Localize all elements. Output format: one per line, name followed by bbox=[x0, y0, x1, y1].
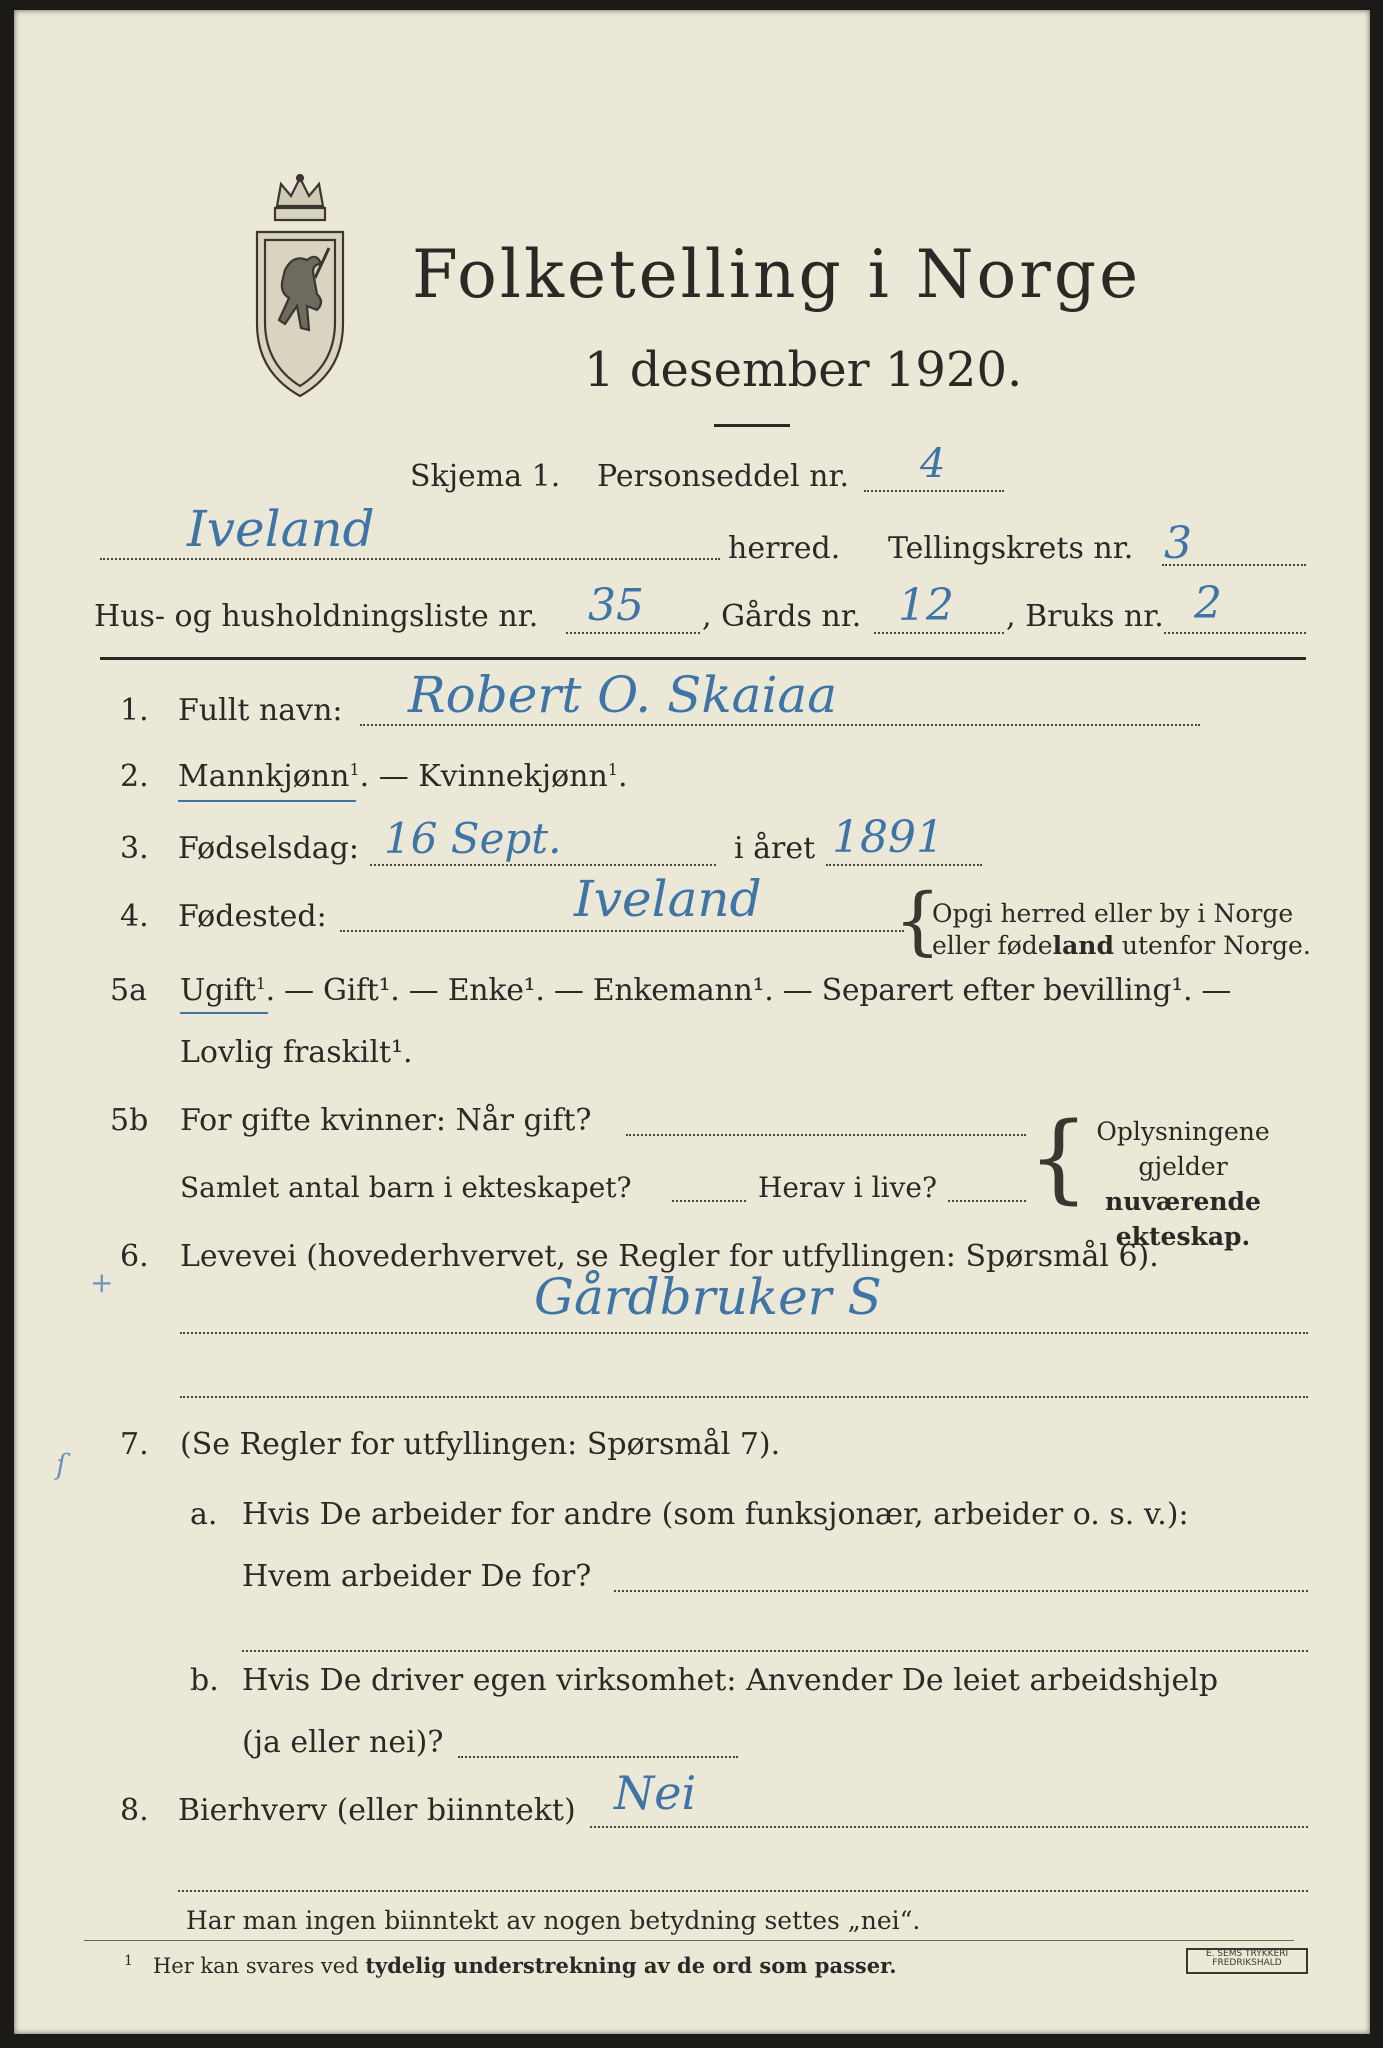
personseddel-dotted-line bbox=[864, 490, 1004, 492]
q5a-line2[interactable]: Lovlig fraskilt¹. bbox=[180, 1035, 413, 1070]
bruks-value: 2 bbox=[1194, 578, 1222, 629]
footnote-ref: 1 bbox=[607, 760, 618, 779]
q3-year-value: 1891 bbox=[832, 812, 944, 863]
q6-dotted-line-1 bbox=[180, 1332, 1308, 1334]
q7b-line2: (ja eller nei)? bbox=[242, 1725, 444, 1760]
q2-end: . bbox=[617, 759, 628, 794]
q8-dotted-line-1 bbox=[590, 1826, 1308, 1828]
q6-number: 6. bbox=[120, 1239, 149, 1274]
q5b-dotted-line-3 bbox=[948, 1200, 1026, 1202]
q4-note bbox=[932, 898, 1311, 962]
q3-year-dotted-line bbox=[826, 864, 982, 866]
printer-stamp: E. SEMS TRYKKERI FREDRIKSHALD bbox=[1186, 1948, 1308, 1974]
skjema-label: Skjema 1. bbox=[410, 459, 561, 494]
q3-birthday-value: 16 Sept. bbox=[384, 814, 562, 863]
form-title: Folketelling i Norge bbox=[412, 236, 1142, 313]
q4-note-line2c: utenfor Norge. bbox=[1113, 931, 1311, 960]
q5b-dotted-line-1 bbox=[626, 1134, 1026, 1136]
gards-label: , Gårds nr. bbox=[702, 599, 862, 634]
q5b-note-line2a: gjelder bbox=[1138, 1152, 1228, 1181]
q5a-ugift-underline bbox=[180, 1012, 268, 1014]
q7-label: (Se Regler for utfyllingen: Spørsmål 7). bbox=[180, 1427, 781, 1462]
bruks-label: , Bruks nr. bbox=[1006, 599, 1164, 634]
q6-label: Levevei (hovederhvervet, se Regler for utfyllingen: Spørsmål 6). bbox=[180, 1239, 1159, 1274]
footnote-text-a: Her kan svares ved bbox=[152, 1954, 366, 1978]
gards-value: 12 bbox=[898, 580, 954, 631]
q4-number: 4. bbox=[120, 899, 149, 934]
form-date: 1 desember 1920. bbox=[584, 342, 1023, 398]
q7a-letter: a. bbox=[190, 1497, 218, 1532]
q7b-dotted-line bbox=[458, 1756, 738, 1758]
personseddel-value: 4 bbox=[920, 441, 946, 487]
q4-note-line2b: land bbox=[1052, 931, 1114, 960]
hus-label: Hus- og husholdningsliste nr. bbox=[94, 599, 539, 634]
q3-year-label: i året bbox=[734, 831, 816, 866]
q2-number: 2. bbox=[120, 759, 149, 794]
q4-note-line2a: eller føde bbox=[932, 931, 1053, 960]
q7a-line2: Hvem arbeider De for? bbox=[242, 1559, 592, 1594]
q3-label: Fødselsdag: bbox=[178, 831, 359, 866]
q5a-option-ugift[interactable]: Ugift bbox=[180, 973, 256, 1008]
footnote-ref: 1 bbox=[349, 760, 360, 779]
margin-pencil-mark: ſ bbox=[56, 1448, 67, 1481]
footnote-marker: 1 bbox=[124, 1953, 133, 1969]
q5b-label: For gifte kvinner: Når gift? bbox=[180, 1103, 592, 1138]
q5a-options bbox=[180, 973, 1232, 1008]
q1-full-name-value: Robert O. Skaiaa bbox=[408, 666, 838, 724]
personseddel-label: Personseddel nr. bbox=[597, 459, 850, 494]
q3-dotted-line bbox=[370, 864, 716, 866]
norwegian-coat-of-arms-icon bbox=[245, 174, 355, 398]
title-divider bbox=[714, 424, 790, 427]
header-divider bbox=[100, 657, 1306, 660]
q2-option-male[interactable]: Mannkjønn bbox=[178, 759, 350, 794]
q6-occupation-value: Gårdbruker S bbox=[534, 1268, 882, 1326]
q3-number: 3. bbox=[120, 831, 149, 866]
q8-note: Har man ingen biinntekt av nogen betydning settes „nei“. bbox=[186, 1906, 921, 1935]
q5a-other-options[interactable]: . — Gift¹. — Enke¹. — Enkemann¹. — Separert efter bevilling¹. — bbox=[265, 973, 1232, 1008]
q5b-note-line2b: nuværende bbox=[1105, 1187, 1261, 1216]
q1-dotted-line bbox=[360, 724, 1200, 726]
q5a-number: 5a bbox=[110, 973, 147, 1008]
q7a-dotted-line-1 bbox=[614, 1590, 1308, 1592]
hus-dotted-line bbox=[566, 632, 700, 634]
herred-value: Iveland bbox=[187, 500, 375, 558]
footnote-ref: 1 bbox=[255, 974, 266, 993]
q7a-dotted-line-2 bbox=[242, 1650, 1308, 1652]
q2-male-underline bbox=[178, 800, 356, 802]
q2-options bbox=[178, 759, 628, 794]
tellingskrets-label: Tellingskrets nr. bbox=[888, 531, 1134, 566]
q8-dotted-line-2 bbox=[178, 1890, 1308, 1892]
q5b-dotted-line-2 bbox=[672, 1200, 746, 1202]
q7b-label: Hvis De driver egen virksomhet: Anvender De leiet arbeidshjelp bbox=[242, 1663, 1219, 1698]
q8-label: Bierhverv (eller biinntekt) bbox=[178, 1793, 576, 1828]
q6-dotted-line-2 bbox=[180, 1396, 1308, 1398]
q2-separator: . — bbox=[359, 759, 419, 794]
census-form-page bbox=[14, 10, 1370, 2034]
q5b-note-line1: Oplysningene bbox=[1096, 1117, 1270, 1146]
q4-dotted-line bbox=[340, 930, 904, 932]
q4-note-brace: { bbox=[894, 878, 942, 964]
q1-label: Fullt navn: bbox=[178, 693, 343, 728]
gards-dotted-line bbox=[874, 632, 1004, 634]
q8-number: 8. bbox=[120, 1793, 149, 1828]
footnote-text-b: tydelig understrekning av de ord som passer. bbox=[365, 1953, 897, 1978]
q5b-number: 5b bbox=[110, 1103, 149, 1138]
q5b-note bbox=[1058, 1114, 1308, 1254]
bruks-dotted-line bbox=[1164, 632, 1306, 634]
q8-side-income-value: Nei bbox=[614, 1766, 697, 1820]
herred-label: herred. bbox=[728, 531, 841, 566]
q7-number: 7. bbox=[120, 1427, 149, 1462]
q1-number: 1. bbox=[120, 693, 149, 728]
footnote-separator bbox=[84, 1940, 1294, 1941]
margin-pencil-mark: + bbox=[90, 1266, 114, 1299]
q7a-label: Hvis De arbeider for andre (som funksjonær, arbeider o. s. v.): bbox=[242, 1497, 1189, 1532]
q4-birthplace-value: Iveland bbox=[574, 870, 762, 928]
tellingskrets-value: 3 bbox=[1164, 518, 1192, 569]
q4-note-line1: Opgi herred eller by i Norge bbox=[932, 899, 1294, 928]
herred-dotted-line bbox=[100, 558, 720, 560]
q2-option-female[interactable]: Kvinnekjønn bbox=[418, 759, 608, 794]
q7b-letter: b. bbox=[190, 1663, 219, 1698]
q4-label: Fødested: bbox=[178, 899, 327, 934]
footnote bbox=[124, 1954, 897, 1977]
q5b-line2-a: Samlet antal barn i ekteskapet? bbox=[180, 1171, 632, 1204]
q5b-note-line3: ekteskap. bbox=[1115, 1222, 1251, 1251]
q5b-line2-b: Herav i live? bbox=[758, 1171, 937, 1204]
q5b-note-brace: { bbox=[1028, 1102, 1090, 1214]
hus-value: 35 bbox=[588, 580, 644, 631]
